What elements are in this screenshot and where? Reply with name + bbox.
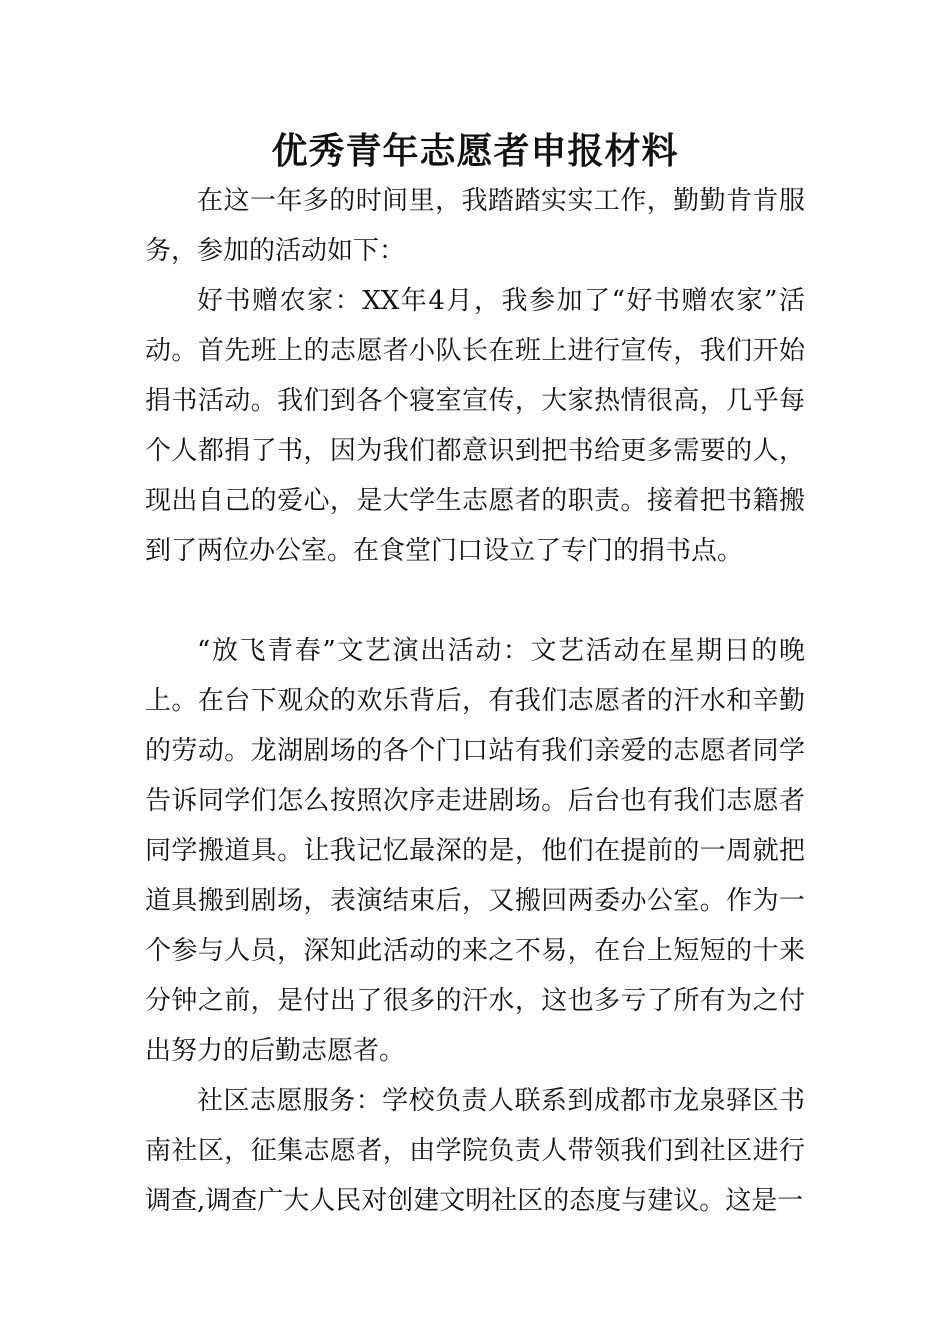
blank-line [145, 576, 805, 626]
paragraph-community-service: 社区志愿服务：学校负责人联系到成都市龙泉驿区书南社区，征集志愿者，由学院负责人带领我们到社区进行调查,调查广大人民对创建文明社区的态度与建议。这是一 [145, 1086, 805, 1216]
paragraph-book-donation: 好书赠农家：XX年4月，我参加了“好书赠农家”活动。首先班上的志愿者小队长在班上进行宣传，我们开始捐书活动。我们到各个寝室宣传，大家热情很高，几乎每个人都捐了书，因为我们都意识到把书给更多需要的人，现出自己的爱心，是大学生志愿者的职责。接着把书籍搬到了两位办公室。在食堂门口设立了专门的捐书点。 [145, 286, 805, 566]
paragraph-intro: 在这一年多的时间里，我踏踏实实工作，勤勤肯肯服务，参加的活动如下： [145, 186, 805, 266]
paragraph-performance: “放飞青春”文艺演出活动：文艺活动在星期日的晚上。在台下观众的欢乐背后，有我们志愿者的汗水和辛勤的劳动。龙湖剧场的各个门口站有我们亲爱的志愿者同学告诉同学们怎么按照次序走进剧场。后台也有我们志愿者同学搬道具。让我记忆最深的是，他们在提前的一周就把道具搬到剧场，表演结束后，又搬回两委办公室。作为一个参与人员，深知此活动的来之不易，在台上短短的十来分钟之前，是付出了很多的汗水，这也多亏了所有为之付出努力的后勤志愿者。 [145, 636, 805, 1066]
document-body [145, 176, 805, 1226]
document-title: 优秀青年志愿者申报材料 [271, 130, 679, 172]
